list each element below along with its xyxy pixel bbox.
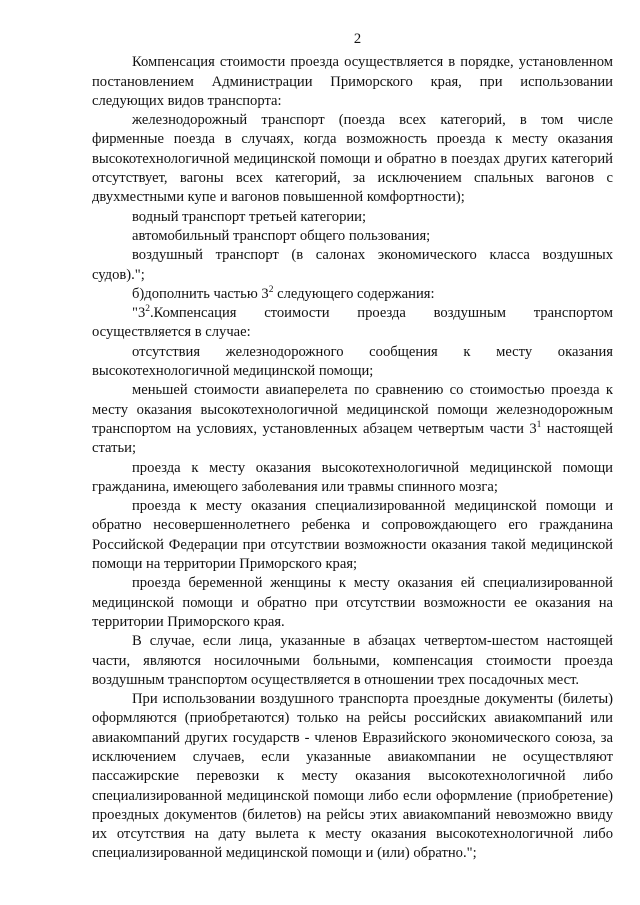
paragraph-stretcher-patients: В случае, если лица, указанные в абзацах четвертом-шестом настоящей части, являются носилочными больными, компенсация стоимости проезда воздушным транспортом осуществляется в отношении трех посадочных мест.: [92, 633, 613, 688]
paragraph-railway-transport: железнодорожный транспорт (поезда всех категорий, в том числе фирменные поезда в случаях, когда возможность проезда к месту оказания высокотехнологичной медицинской помощи и обратно в поездах других категорий отсутствует, вагоны всех категорий, за исключением спальных вагонов с двухместными купе и вагонов повышенной комфортности);: [92, 112, 613, 206]
paragraph-water-transport: водный транспорт третьей категории;: [132, 208, 367, 225]
paragraph-no-railway: отсутствия железнодорожного сообщения к месту оказания высокотехнологичной медицинской помощи;: [92, 343, 613, 380]
text-run: меньшей стоимости авиаперелета по сравнению со стоимостью проезда к месту оказания высокотехнологичной медицинской помощи железнодорожным транспортом на условиях, установленных абзацем четвертым части 3: [92, 382, 613, 437]
text-run: следующего содержания:: [273, 285, 435, 302]
paragraph-air-transport: воздушный транспорт (в салонах экономического класса воздушных судов).";: [92, 247, 613, 283]
text-run: настоящей статьи;: [92, 420, 613, 457]
paragraph-add-part: [92, 285, 613, 304]
superscript: 1: [536, 420, 542, 431]
paragraph-pregnant-woman: проезда беременной женщины к месту оказания ей специализированной медицинской помощи и обратно при отсутствии возможности ее оказания на территории Приморского края.: [92, 575, 613, 630]
paragraph-road-transport: автомобильный транспорт общего пользования;: [132, 227, 431, 244]
paragraph-part-3-2: [92, 304, 613, 343]
paragraph-spinal-injury: проезда к месту оказания высокотехнологичной медицинской помощи гражданина, имеющего заболевания или травмы спинного мозга;: [92, 459, 613, 495]
superscript: 2: [268, 285, 274, 295]
text-run: .Компенсация стоимости проезда воздушным транспортом осуществляется в случае:: [92, 305, 613, 341]
text-run: б)дополнить частью 3: [132, 285, 269, 302]
page-number: 2: [353, 31, 362, 47]
text-run: "3: [132, 305, 146, 322]
paragraph-compensation-order: Компенсация стоимости проезда осуществляется в порядке, установленном постановлением Администрации Приморского края, при использовании следующих видов транспорта:: [92, 54, 613, 109]
paragraph-lower-airfare: [92, 381, 613, 458]
paragraph-air-tickets: При использовании воздушного транспорта проездные документы (билеты) оформляются (приобретаются) только на рейсы российских авиакомпаний или авиакомпаний других государств - членов Евразийского экономического союза, за исключением случаев, если указанные авиакомпании не осуществляют пассажирские перевозки к месту оказания высокотехнологичной либо специализированной медицинской помощи либо если оформление (приобретение) проездных документов (билетов) на рейсы этих авиакомпаний невозможно ввиду их отсутствия на дату вылета к месту оказания высокотехнологичной либо специализированной медицинской помощи и (или) обратно.";: [92, 691, 613, 862]
paragraph-minor-child: проезда к месту оказания специализированной медицинской помощи и обратно несовершеннолетнего ребенка и сопровождающего его гражданина Российской Федерации при отсутствии возможности оказания такой медицинской помощи на территории Приморского края;: [92, 498, 613, 573]
superscript: 2: [145, 304, 151, 315]
